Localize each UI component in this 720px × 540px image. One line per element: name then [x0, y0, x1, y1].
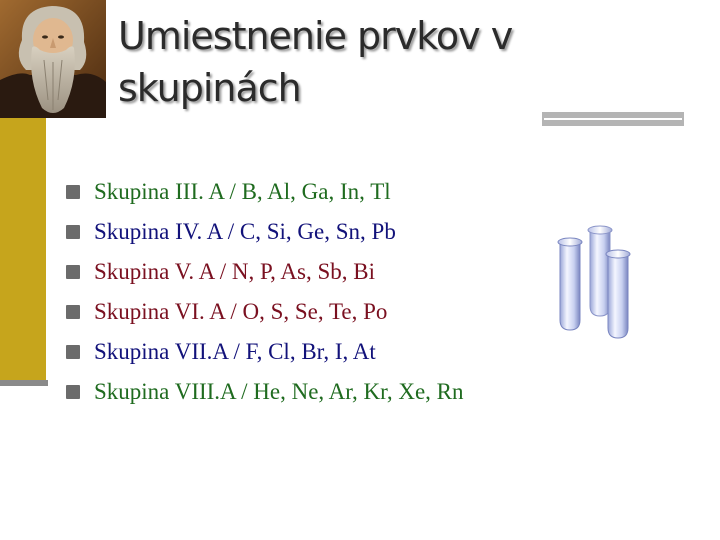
title-line-1: Umiestnenie prvkov v: [118, 14, 513, 58]
list-item: [66, 292, 464, 332]
group-list: [66, 172, 464, 412]
list-item-text: Skupina VIII.A / He, Ne, Ar, Kr, Xe, Rn: [94, 379, 464, 404]
list-item-text: Skupina IV. A / C, Si, Ge, Sn, Pb: [94, 219, 396, 244]
square-bullet-icon: [66, 345, 80, 359]
title-rule-inner: [544, 118, 682, 120]
square-bullet-icon: [66, 225, 80, 239]
list-item: [66, 252, 464, 292]
square-bullet-icon: [66, 185, 80, 199]
list-item-text: Skupina V. A / N, P, As, Sb, Bi: [94, 259, 375, 284]
slide-title: [118, 10, 558, 114]
list-item: [66, 372, 464, 412]
left-accent-bar: [0, 118, 46, 384]
list-item: [66, 332, 464, 372]
list-item-text: Skupina VI. A / O, S, Se, Te, Po: [94, 299, 388, 324]
list-item-text: Skupina VII.A / F, Cl, Br, I, At: [94, 339, 376, 364]
square-bullet-icon: [66, 265, 80, 279]
list-item-text: Skupina III. A / B, Al, Ga, In, Tl: [94, 179, 391, 204]
left-accent-bar-shadow: [0, 380, 48, 386]
list-item: [66, 172, 464, 212]
square-bullet-icon: [66, 305, 80, 319]
test-tubes-icon: [550, 220, 666, 340]
title-line-2: skupinách: [118, 66, 301, 110]
portrait-image: [0, 0, 106, 118]
list-item: [66, 212, 464, 252]
square-bullet-icon: [66, 385, 80, 399]
